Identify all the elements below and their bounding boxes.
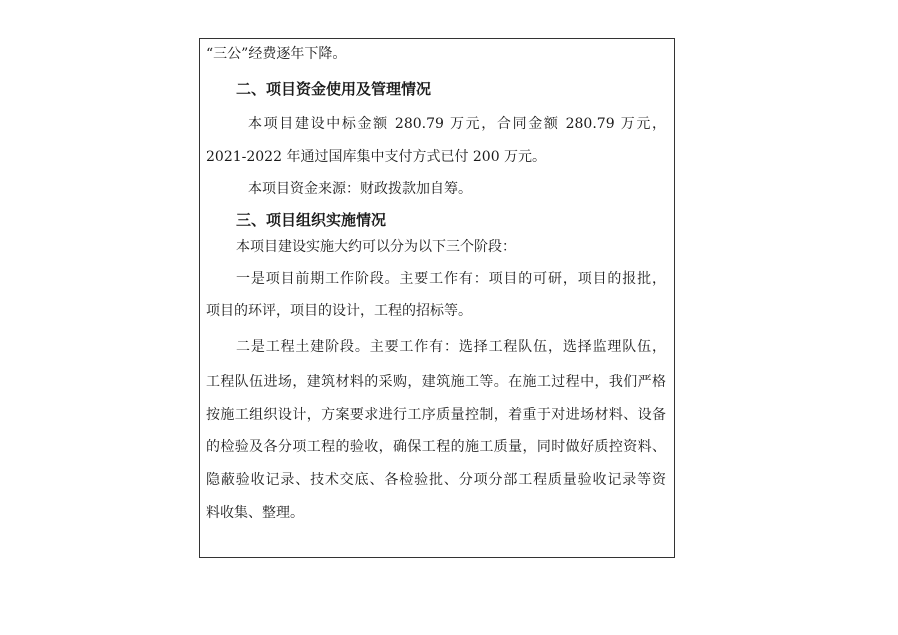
paragraph-line: 工程队伍进场，建筑材料的采购，建筑施工等。在施工过程中，我们严格 xyxy=(206,374,666,390)
paragraph-line: 本项目资金来源：财政拨款加自筹。 xyxy=(248,181,472,197)
paragraph-line: 2021-2022 年通过国库集中支付方式已付 200 万元。 xyxy=(206,149,547,165)
paragraph-line: 的检验及各分项工程的验收，确保工程的施工质量，同时做好质控资料、 xyxy=(206,439,666,455)
section-heading-funds: 二、项目资金使用及管理情况 xyxy=(236,80,432,98)
paragraph-line: “三公”经费逐年下降。 xyxy=(206,46,347,62)
paragraph-line: 隐蔽验收记录、技术交底、各检验批、分项分部工程质量验收记录等资 xyxy=(206,472,666,488)
paragraph-line: 本项目建设实施大约可以分为以下三个阶段： xyxy=(236,239,516,255)
paragraph-line: 项目的环评，项目的设计，工程的招标等。 xyxy=(206,303,472,319)
paragraph-line: 按施工组织设计，方案要求进行工序质量控制，着重于对进场材料、设备 xyxy=(206,407,666,423)
section-heading-implementation: 三、项目组织实施情况 xyxy=(236,211,387,229)
paragraph-line: 本项目建设中标金额 280.79 万元，合同金额 280.79 万元， xyxy=(248,116,666,132)
paragraph-line: 料收集、整理。 xyxy=(206,505,304,521)
paragraph-line: 一是项目前期工作阶段。主要工作有：项目的可研，项目的报批， xyxy=(236,271,666,287)
paragraph-line: 二是工程土建阶段。主要工作有：选择工程队伍，选择监理队伍， xyxy=(236,339,666,355)
